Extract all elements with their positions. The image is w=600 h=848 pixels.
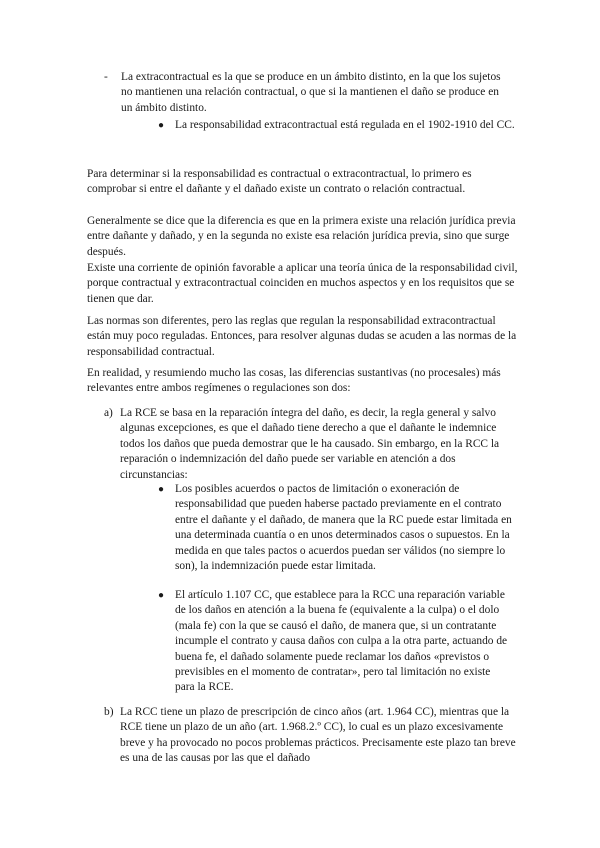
bullet-text: Los posibles acuerdos o pactos de limitación o exoneración de responsabilidad que pueden haberse pactado previamente en el contrato entre el dañante y el dañado, de manera que la RC puede estar limitada en una determinada cuantía o en unos determinados casos o supuestos. En la medida en que tales pactos o acuerdos puedan ser válidos (no siempre lo son), la indemnización puede estar limitada. bbox=[175, 483, 512, 573]
list-item-b bbox=[104, 705, 522, 767]
dash-marker: - bbox=[104, 71, 108, 83]
bullet-item bbox=[158, 482, 512, 574]
bullet-item bbox=[158, 588, 512, 696]
paragraph-2: Generalmente se dice que la diferencia es que en la primera existe una relación jurídica previa entre dañante y dañado, y en la segunda no existe esa relación jurídica previa, sino que surge después. bbox=[87, 215, 516, 258]
paragraph-5: En realidad, y resumiendo mucho las cosas, las diferencias sustantivas (no procesales) más relevantes entre ambos regímenes o regulaciones son dos: bbox=[87, 367, 501, 395]
bullet-text: El artículo 1.107 CC, que establece para la RCC una reparación variable de los daños en atención a la buena fe (equivalente a la culpa) o el dolo (mala fe) con la que se causó el daño, de manera que, si un contratante incumple el contrato y causa daños con culpa a la otra parte, actuando de buena fe, el dañado solamente puede reclamar los daños «previstos o previsibles en el momento de contratar», pero tal limitación no existe para la RCE. bbox=[175, 589, 508, 694]
item-a-marker: a) bbox=[104, 407, 113, 419]
paragraph-4: Las normas son diferentes, pero las reglas que regulan la responsabilidad extracontractual están muy poco reguladas. Entonces, para resolver algunas dudas se acuden a las normas de la responsabilidad contractual. bbox=[87, 315, 517, 358]
item-b-text: La RCC tiene un plazo de prescripción de cinco años (art. 1.964 CC), mientras que la RCE tiene un plazo de un año (art. 1.968.2.º CC), lo cual es un plazo excesivamente breve y ha provocado no pocos problemas prácticos. Precisamente este plazo tan breve es una de las causas por las que el dañado bbox=[120, 706, 516, 765]
paragraph-1: Para determinar si la responsabilidad es contractual o extracontractual, lo primero es comprobar si entre el dañante y el dañado existe un contrato o relación contractual. bbox=[87, 168, 472, 196]
dash-list-item bbox=[104, 70, 504, 116]
bullet-icon: ● bbox=[158, 120, 165, 131]
bullet-icon: ● bbox=[158, 484, 165, 495]
paragraph-3: Existe una corriente de opinión favorable a aplicar una teoría única de la responsabilidad civil, porque contractual y extracontractual coinciden en muchos aspectos y en los requisitos que se tienen que dar. bbox=[87, 262, 518, 305]
sub-bullet-item bbox=[158, 118, 518, 133]
item-b-marker: b) bbox=[104, 706, 114, 718]
item-a-text: La RCE se basa en la reparación íntegra del daño, es decir, la regla general y salvo algunas excepciones, es que el dañado tiene derecho a que el dañante le indemnice todos los daños que pueda demostrar que le ha causado. Sin embargo, en la RCC la reparación o indemnización del daño puede ser variable en atención a dos circunstancias: bbox=[120, 407, 500, 481]
list-item-a bbox=[104, 406, 522, 483]
sub-bullet-text: La responsabilidad extracontractual está regulada en el 1902-1910 del CC. bbox=[175, 119, 515, 131]
dash-item-text: La extracontractual es la que se produce en un ámbito distinto, en la que los sujetos no mantienen una relación contractual, o que si la mantienen el daño se produce en un ámbito distinto. bbox=[121, 71, 501, 114]
bullet-icon: ● bbox=[158, 590, 165, 601]
